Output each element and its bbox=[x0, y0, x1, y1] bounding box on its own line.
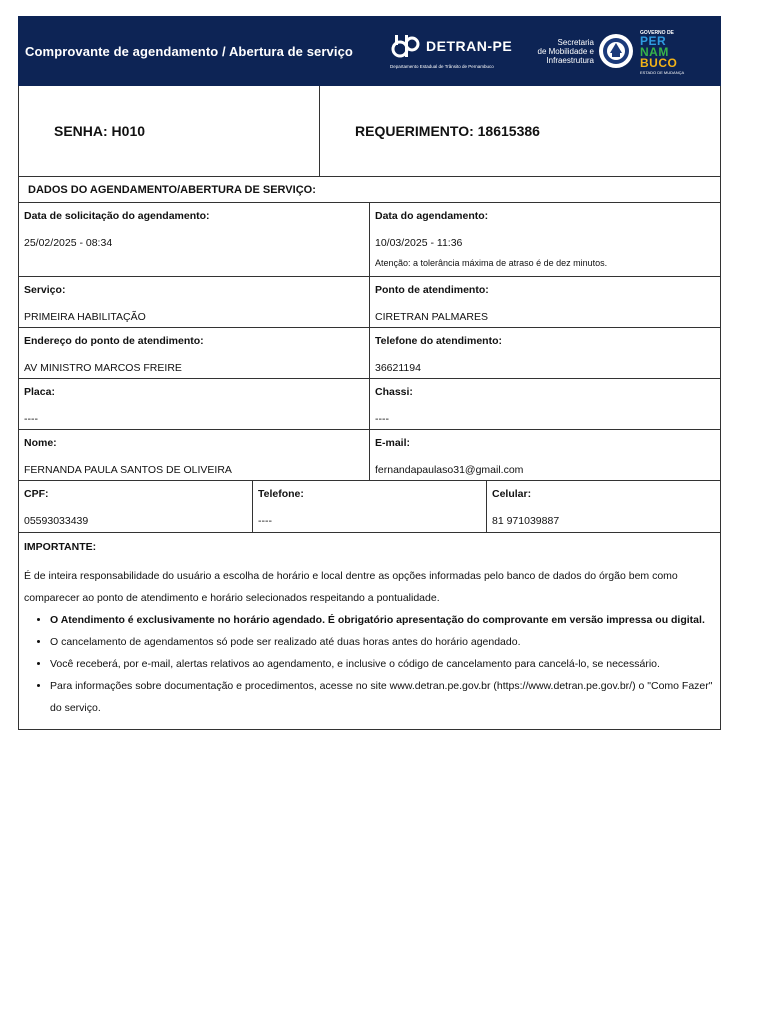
chassi-label: Chassi: bbox=[375, 386, 413, 398]
data-agendamento-label: Data do agendamento: bbox=[375, 210, 489, 222]
endereco-label: Endereço do ponto de atendimento: bbox=[24, 335, 204, 347]
chassi-cell bbox=[369, 379, 720, 429]
secretaria-line-2: de Mobilidade e bbox=[537, 47, 594, 56]
data-solicitacao-cell bbox=[19, 203, 369, 276]
requerimento-text: REQUERIMENTO: 18615386 bbox=[355, 123, 540, 139]
detran-logo bbox=[390, 32, 513, 69]
secretaria-line-1: Secretaria bbox=[557, 38, 594, 47]
chassi-value: ---- bbox=[375, 413, 389, 425]
servico-label: Serviço: bbox=[24, 284, 66, 296]
important-list bbox=[24, 609, 715, 719]
pe-foot: ESTADO DE MUDANÇA bbox=[640, 70, 685, 75]
endereco-cell bbox=[19, 328, 369, 378]
senha-cell bbox=[19, 86, 320, 176]
pe-line-2: NAM bbox=[640, 45, 669, 59]
data-agendamento-value: 10/03/2025 - 11:36 bbox=[375, 237, 463, 249]
secretaria-label bbox=[528, 38, 594, 65]
data-solicitacao-value: 25/02/2025 - 08:34 bbox=[24, 237, 113, 249]
endereco-value: AV MINISTRO MARCOS FREIRE bbox=[24, 362, 182, 374]
document-title: Comprovante de agendamento / Abertura de serviço bbox=[25, 43, 353, 59]
nome-value: FERNANDA PAULA SANTOS DE OLIVEIRA bbox=[24, 464, 232, 476]
list-item: • Para informações sobre documentação e procedimentos, acesse no site www.detran.pe.gov.br (https://www.detran.pe.gov.br/) o "Como Fazer" do serviço. bbox=[50, 675, 715, 719]
row-cpf bbox=[18, 481, 721, 533]
pernambuco-logo bbox=[640, 30, 712, 75]
telefone-atendimento-label: Telefone do atendimento: bbox=[375, 335, 502, 347]
gov-label: GOVERNO DE bbox=[640, 30, 674, 36]
important-paragraph: É de inteira responsabilidade do usuário a escolha de horário e local dentre as opções informadas pelo banco de dados do órgão bem como comparecer ao ponto de atendimento e horário selecionados respeitando a pontualidade. bbox=[24, 570, 678, 604]
list-item: • O Atendimento é exclusivamente no horário agendado. É obrigatório apresentação do comprovante em versão impressa ou digital. bbox=[50, 609, 715, 631]
row-placa bbox=[18, 379, 721, 430]
nome-label: Nome: bbox=[24, 437, 57, 449]
important-title: IMPORTANTE: bbox=[24, 541, 97, 553]
pe-line-3: BUCO bbox=[640, 56, 678, 70]
data-solicitacao-label: Data de solicitação do agendamento: bbox=[24, 210, 210, 222]
important-section bbox=[18, 533, 721, 730]
nome-cell bbox=[19, 430, 369, 480]
row-datas bbox=[18, 203, 721, 277]
pe-line-1: PER bbox=[640, 34, 667, 48]
detran-subtitle: Departamento Estadual de Trânsito de Pernambuco bbox=[390, 64, 494, 69]
telefone-label: Telefone: bbox=[258, 488, 304, 500]
ponto-cell bbox=[369, 277, 720, 327]
section-title: DADOS DO AGENDAMENTO/ABERTURA DE SERVIÇO: bbox=[18, 177, 721, 203]
email-cell bbox=[369, 430, 720, 480]
celular-label: Celular: bbox=[492, 488, 532, 500]
state-seal-icon bbox=[598, 33, 634, 69]
secretaria-line-3: Infraestrutura bbox=[546, 56, 594, 65]
ponto-label: Ponto de atendimento: bbox=[375, 284, 489, 296]
servico-value: PRIMEIRA HABILITAÇÃO bbox=[24, 311, 146, 323]
placa-label: Placa: bbox=[24, 386, 55, 398]
cpf-value: 05593033439 bbox=[24, 515, 89, 527]
telefone-cell bbox=[252, 481, 486, 532]
servico-cell bbox=[19, 277, 369, 327]
senha-text: SENHA: H010 bbox=[54, 123, 146, 139]
header-bar bbox=[18, 16, 721, 86]
row-endereco bbox=[18, 328, 721, 379]
telefone-atendimento-cell bbox=[369, 328, 720, 378]
requerimento-cell bbox=[320, 86, 720, 176]
tolerancia-note: Atenção: a tolerância máxima de atraso é de dez minutos. bbox=[375, 258, 608, 268]
document bbox=[18, 16, 721, 730]
placa-value: ---- bbox=[24, 413, 38, 425]
list-item: • O cancelamento de agendamentos só pode ser realizado até duas horas antes do horário agendado. bbox=[50, 631, 715, 653]
data-agendamento-cell bbox=[369, 203, 720, 276]
celular-cell bbox=[486, 481, 720, 532]
row-servico bbox=[18, 277, 721, 328]
telefone-atendimento-value: 36621194 bbox=[375, 362, 421, 374]
placa-cell bbox=[19, 379, 369, 429]
detran-name: DETRAN-PE bbox=[426, 38, 513, 54]
ponto-value: CIRETRAN PALMARES bbox=[375, 311, 488, 323]
row-nome bbox=[18, 430, 721, 481]
cpf-label: CPF: bbox=[24, 488, 49, 500]
cpf-cell bbox=[19, 481, 252, 532]
celular-value: 81 971039887 bbox=[492, 515, 560, 527]
email-value: fernandapaulaso31@gmail.com bbox=[375, 464, 524, 476]
detran-mark-icon bbox=[390, 32, 420, 62]
email-label: E-mail: bbox=[375, 437, 411, 449]
list-item: • Você receberá, por e-mail, alertas relativos ao agendamento, e inclusive o código de cancelamento para cancelá-lo, se necessário. bbox=[50, 653, 715, 675]
telefone-value: ---- bbox=[258, 515, 272, 527]
senha-row bbox=[18, 86, 721, 177]
